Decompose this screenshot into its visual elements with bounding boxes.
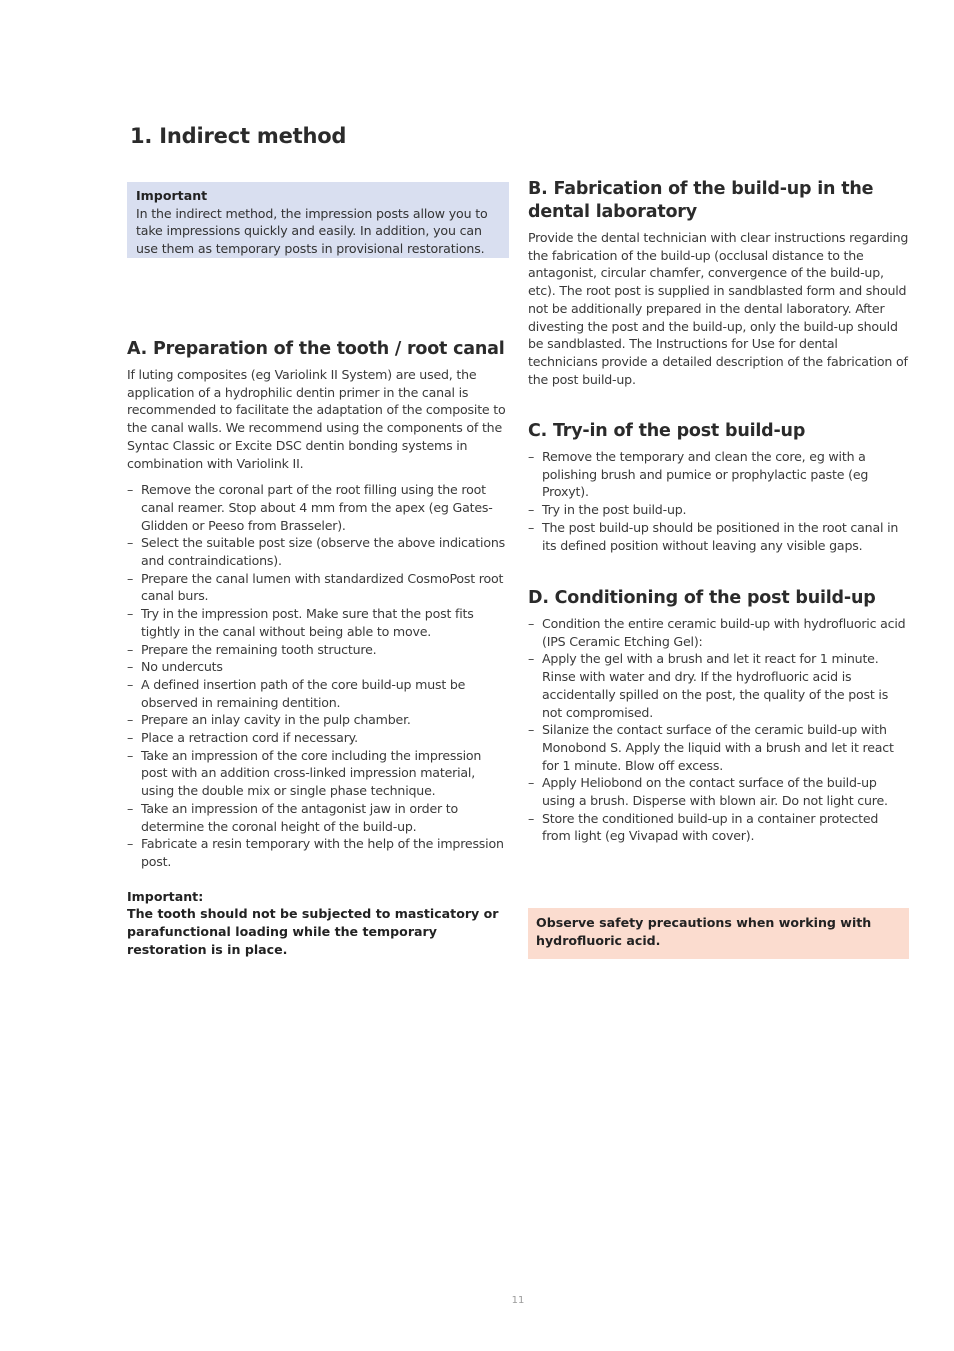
section-a-intro: If luting composites (eg Variolink II System) are used, the application of a hydrophilic dentin primer in the canal is recommended to facilitate the adaptation of the composite to the canal walls. We recommend using the components of the Syntac Classic or Excite DSC dentin bonding systems in combination with Variolink II. xyxy=(127,367,506,471)
list-item: – Apply the gel with a brush and let it react for 1 minute. Rinse with water and dry. If the hydrofluoric acid is accidentally spilled on the post, the quality of the post is not compromised. xyxy=(528,650,910,721)
section-a-important-label: Important: xyxy=(127,888,204,904)
list-item: – Fabricate a resin temporary with the help of the impression post. xyxy=(127,835,511,870)
list-item: – Take an impression of the antagonist jaw in order to determine the coronal height of the build-up. xyxy=(127,800,511,835)
list-item: – Try in the impression post. Make sure that the post fits tightly in the canal without being able to move. xyxy=(127,605,511,640)
section-b-title: B. Fabrication of the build-up in the dental laboratory xyxy=(528,179,874,222)
safety-warning-text: Observe safety precautions when working with hydrofluoric acid. xyxy=(536,915,872,948)
list-item: – Place a retraction cord if necessary. xyxy=(127,729,511,747)
list-item: – Take an impression of the core including the impression post with an addition cross-linked impression material, using the double mix or single phase technique. xyxy=(127,747,511,800)
important-box-label: Important xyxy=(136,188,208,203)
list-item: – Try in the post build-up. xyxy=(528,501,910,519)
section-a-list xyxy=(127,481,511,870)
section-d xyxy=(528,587,910,845)
section-c-title: C. Try-in of the post build-up xyxy=(528,421,806,441)
important-info-box xyxy=(127,182,509,258)
page-number: 11 xyxy=(511,1295,525,1306)
list-item: – No undercuts xyxy=(127,658,511,676)
list-item: – The post build-up should be positioned in the root canal in its defined position without leaving any visible gaps. xyxy=(528,519,910,554)
list-item: – Silanize the contact surface of the ceramic build-up with Monobond S. Apply the liquid with a brush and let it react for 1 minute. Blow off excess. xyxy=(528,721,910,774)
section-a-title: A. Preparation of the tooth / root canal xyxy=(127,339,505,359)
section-a-important-text: The tooth should not be subjected to masticatory or parafunctional loading while the temporary restoration is in place. xyxy=(127,906,499,957)
section-b-text: Provide the dental technician with clear instructions regarding the fabrication of the build-up (occlusal distance to the antagonist, circular chamfer, convergence of the build-up, etc). The root post is supplied in sandblasted form and should not be additionally prepared in the dental laboratory. After divesting the post and the build-up, only the build-up should be sandblasted. The Instructions for Use for dental technicians provide a detailed description of the fabrication of the post build-up. xyxy=(528,230,909,387)
list-item: – Remove the temporary and clean the core, eg with a polishing brush and pumice or prophylactic paste (eg Proxyt). xyxy=(528,448,910,501)
list-item: – Prepare an inlay cavity in the pulp chamber. xyxy=(127,711,511,729)
section-a xyxy=(127,338,511,959)
list-item: – Store the conditioned build-up in a container protected from light (eg Vivapad with cover). xyxy=(528,810,910,845)
list-item: – A defined insertion path of the core build-up must be observed in remaining dentition. xyxy=(127,676,511,711)
page-title: 1. Indirect method xyxy=(130,124,347,148)
list-item: – Prepare the remaining tooth structure. xyxy=(127,641,511,659)
list-item: – Prepare the canal lumen with standardized CosmoPost root canal burs. xyxy=(127,570,511,605)
section-b xyxy=(528,178,910,388)
section-d-list xyxy=(528,615,910,845)
list-item: – Select the suitable post size (observe the above indications and contraindications). xyxy=(127,534,511,569)
safety-warning-box xyxy=(528,908,909,959)
section-c xyxy=(528,420,910,554)
list-item: – Apply Heliobond on the contact surface of the build-up using a brush. Disperse with blown air. Do not light cure. xyxy=(528,774,910,809)
list-item: – Remove the coronal part of the root filling using the root canal reamer. Stop about 4 mm from the apex (eg Gates-Glidden or Peeso from Brasseler). xyxy=(127,481,511,534)
section-d-title: D. Conditioning of the post build-up xyxy=(528,588,876,608)
section-c-list xyxy=(528,448,910,554)
important-box-text: In the indirect method, the impression posts allow you to take impressions quickly and easily. In addition, you can use them as temporary posts in provisional restorations. xyxy=(136,205,488,256)
list-item: – Condition the entire ceramic build-up with hydrofluoric acid (IPS Ceramic Etching Gel): xyxy=(528,615,910,650)
